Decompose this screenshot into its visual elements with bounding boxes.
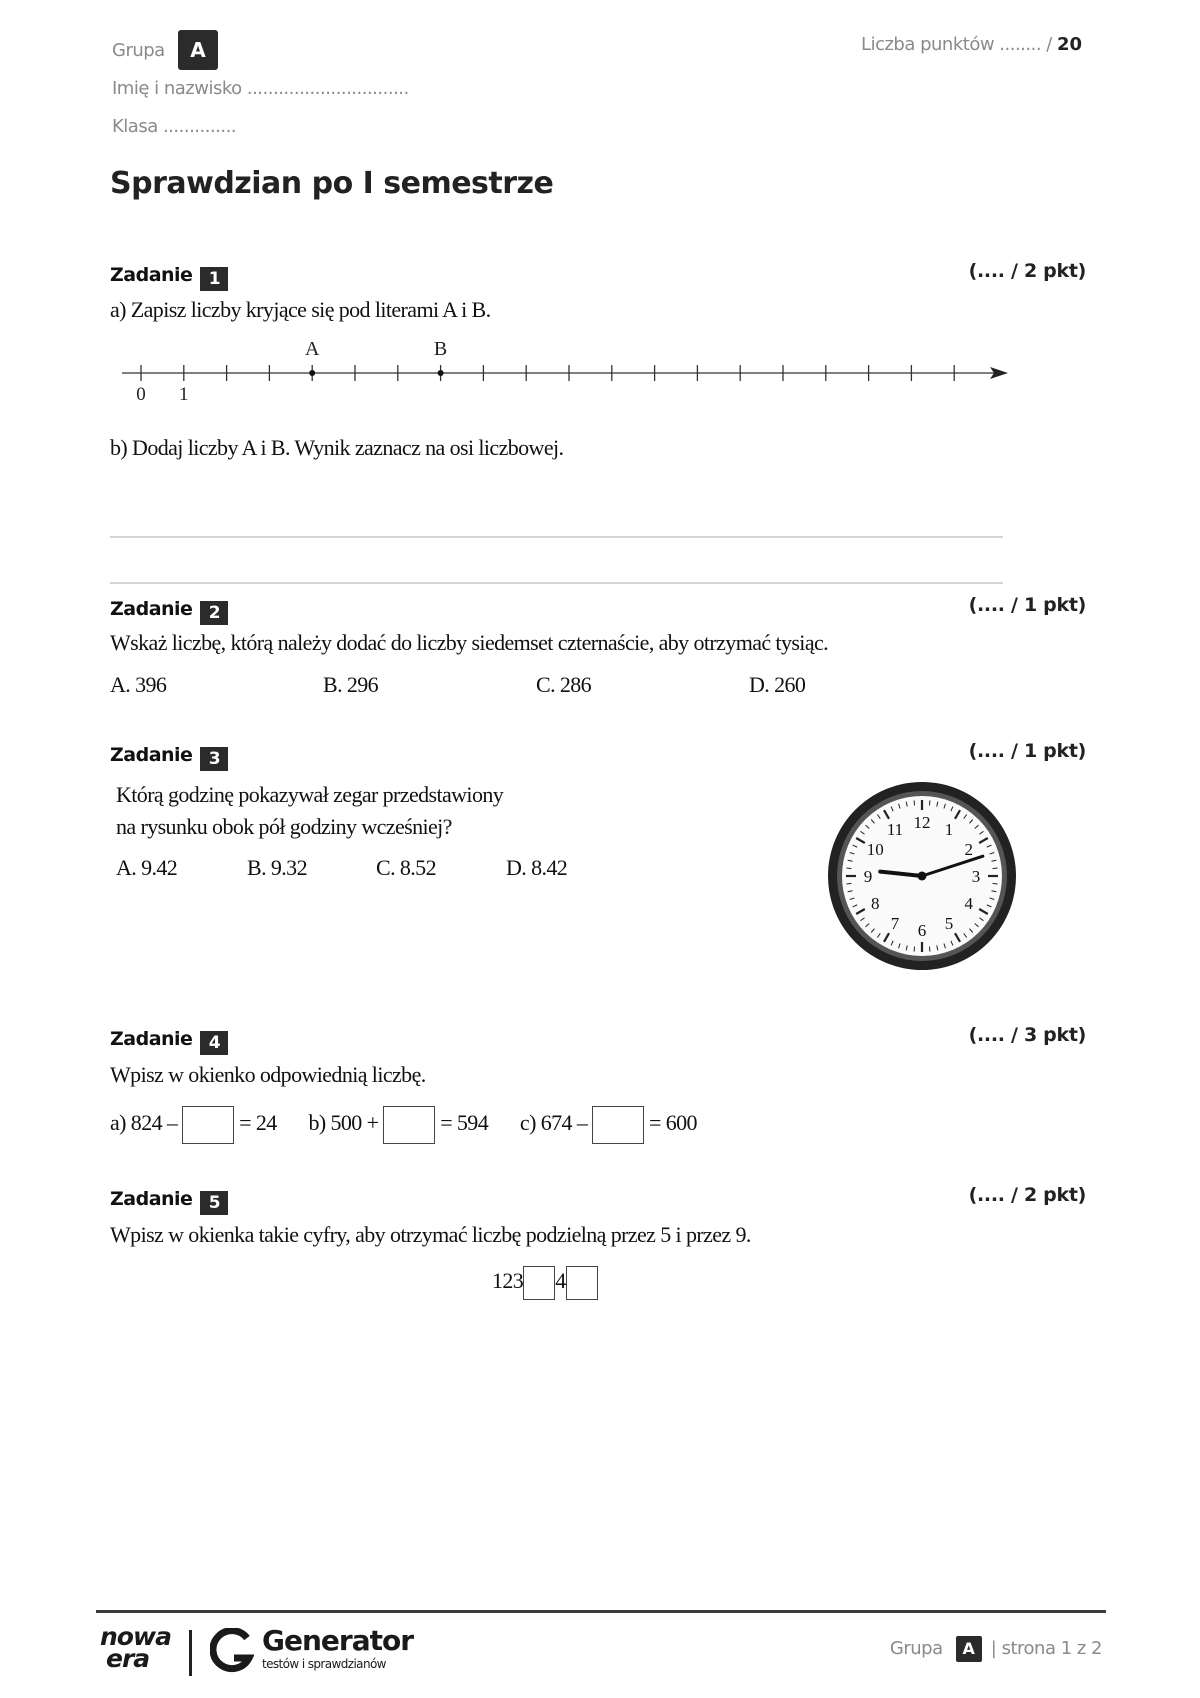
- footer-page-info: [890, 1636, 1102, 1662]
- answer-option[interactable]: B. 296: [323, 672, 379, 697]
- equation-row: [110, 1106, 697, 1144]
- task-3-question-line-1: Którą godzinę pokazywał zegar przedstawiony: [116, 782, 504, 807]
- number-middle: 4: [555, 1268, 566, 1294]
- generator-logo-text: [262, 1625, 413, 1671]
- clock-tick: [929, 800, 930, 805]
- number-prefix: 123: [492, 1268, 524, 1294]
- equation-a-left: a) 824 –: [110, 1110, 178, 1136]
- task-3-question-line-2: na rysunku obok pół godziny wcześniej?: [116, 814, 452, 839]
- group-label: Grupa: [112, 40, 165, 61]
- logo-separator: [189, 1630, 192, 1676]
- clock-tick: [846, 868, 851, 869]
- page-title: Sprawdzian po I semestrze: [110, 166, 554, 201]
- task-4-heading: [110, 1028, 228, 1055]
- task-4-points: (.... / 3 pkt): [968, 1024, 1086, 1046]
- name-field-label: Imię i nazwisko ...............................: [112, 78, 409, 99]
- answer-box-b[interactable]: [383, 1106, 435, 1144]
- clock-center: [918, 872, 927, 881]
- nowa-era-logo: [100, 1622, 171, 1673]
- answer-line[interactable]: [110, 582, 1003, 584]
- clock-tick: [914, 947, 915, 952]
- generator-g-icon: [210, 1628, 254, 1674]
- score-box: [861, 34, 1082, 55]
- answer-box-c[interactable]: [592, 1106, 644, 1144]
- answer-option[interactable]: D. 8.42: [506, 855, 568, 880]
- equation-c-left: c) 674 –: [519, 1110, 588, 1136]
- number-line-point: [438, 370, 444, 376]
- clock-tick: [993, 883, 998, 884]
- marker-a-label: A: [304, 338, 320, 360]
- clock-number: 1: [944, 820, 954, 840]
- equation-a-right: = 24: [239, 1110, 277, 1136]
- task-number-badge: 3: [200, 747, 228, 771]
- number-line-point: [309, 370, 315, 376]
- clock-number: 2: [964, 840, 974, 859]
- task-1-instruction-a: a) Zapisz liczby kryjące się pod literami A i B.: [110, 297, 491, 322]
- task-3-heading: [110, 744, 228, 771]
- task-word: Zadanie: [110, 598, 193, 620]
- digit-box-2[interactable]: [566, 1266, 598, 1300]
- answer-option[interactable]: C. 286: [536, 672, 592, 697]
- task-word: Zadanie: [110, 744, 193, 766]
- clock-tick: [929, 947, 930, 952]
- clock-number: 10: [866, 840, 884, 859]
- digit-number: [492, 1266, 598, 1300]
- tick-label-0: 0: [136, 384, 146, 405]
- clock-tick: [846, 883, 851, 884]
- task-5-instruction: Wpisz w okienka takie cyfry, aby otrzymać liczbę podzielną przez 5 i przez 9.: [110, 1222, 751, 1247]
- task-word: Zadanie: [110, 1188, 193, 1210]
- clock-tick: [993, 868, 998, 869]
- group-badge: A: [178, 30, 218, 70]
- generator-subtitle: testów i sprawdzianów: [262, 1657, 386, 1671]
- answer-option[interactable]: A. 9.42: [116, 855, 178, 880]
- task-3-points: (.... / 1 pkt): [968, 740, 1086, 762]
- clock-number: 12: [913, 813, 931, 832]
- task-word: Zadanie: [110, 1028, 193, 1050]
- task-5-points: (.... / 2 pkt): [968, 1184, 1086, 1206]
- task-5-heading: [110, 1188, 228, 1215]
- clock-number: 11: [886, 820, 904, 840]
- clock-number: 3: [971, 867, 981, 886]
- brand-line-1: nowa: [100, 1622, 171, 1651]
- clock-number: 4: [964, 894, 974, 913]
- task-1-heading: [110, 264, 228, 291]
- clock-number: 8: [870, 894, 880, 913]
- answer-option[interactable]: B. 9.32: [247, 855, 307, 880]
- points-label: Liczba punktów ........ /: [861, 34, 1052, 55]
- footer-divider: [96, 1610, 1106, 1613]
- class-field-label: Klasa ..............: [112, 116, 237, 137]
- clock-image: [824, 778, 1020, 974]
- task-1-instruction-b: b) Dodaj liczby A i B. Wynik zaznacz na osi liczbowej.: [110, 435, 564, 460]
- footer-group-label: Grupa: [889, 1638, 943, 1659]
- equation-b-left: b) 500 +: [308, 1110, 379, 1136]
- number-line: [110, 335, 1010, 410]
- clock-number: 6: [917, 921, 927, 940]
- answer-box-a[interactable]: [182, 1106, 234, 1144]
- generator-title: Generator: [262, 1624, 414, 1657]
- task-2-question: Wskaż liczbę, którą należy dodać do liczby siedemset czternaście, aby otrzymać tysiąc.: [110, 630, 829, 655]
- answer-line[interactable]: [110, 536, 1003, 538]
- task-number-badge: 5: [200, 1191, 228, 1215]
- task-number-badge: 2: [200, 601, 228, 625]
- equation-c-right: = 600: [649, 1110, 697, 1136]
- answer-option[interactable]: D. 260: [749, 672, 806, 697]
- task-1-points: (.... / 2 pkt): [968, 260, 1086, 282]
- page-indicator: | strona 1 z 2: [990, 1638, 1102, 1659]
- digit-box-1[interactable]: [523, 1266, 555, 1300]
- task-2-points: (.... / 1 pkt): [968, 594, 1086, 616]
- answer-option[interactable]: A. 396: [110, 672, 167, 697]
- clock-number: 9: [863, 867, 873, 886]
- answer-option[interactable]: C. 8.52: [376, 855, 436, 880]
- equation-b-right: = 594: [440, 1110, 489, 1136]
- task-number-badge: 4: [200, 1031, 228, 1055]
- task-2-heading: [110, 598, 228, 625]
- tick-label-1: 1: [179, 384, 189, 405]
- footer-group-badge: A: [956, 1636, 982, 1662]
- marker-b-label: B: [433, 338, 448, 360]
- clock-number: 5: [944, 913, 954, 933]
- brand-line-2: era: [106, 1644, 150, 1673]
- task-number-badge: 1: [200, 267, 228, 291]
- clock-tick: [914, 800, 915, 805]
- task-4-instruction: Wpisz w okienko odpowiednią liczbę.: [110, 1062, 426, 1087]
- points-total: 20: [1056, 34, 1082, 55]
- clock-number: 7: [890, 913, 900, 933]
- task-word: Zadanie: [110, 264, 193, 286]
